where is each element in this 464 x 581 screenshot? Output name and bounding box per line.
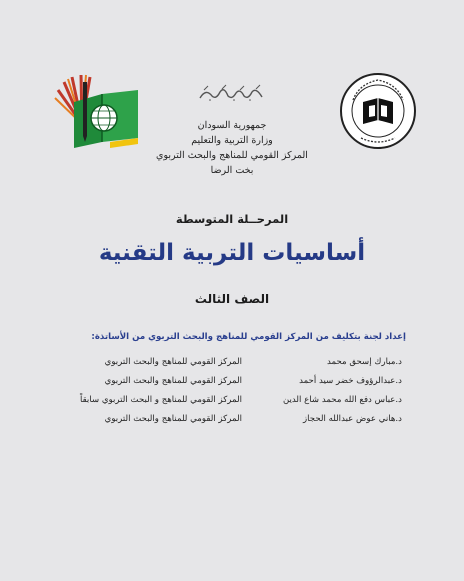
list-item: [52, 352, 402, 371]
authors-list: [52, 352, 402, 428]
basmala-calligraphy-icon: [196, 84, 268, 102]
author-affiliation: المركز القومي للمناهج والبحث التربوي: [104, 356, 242, 367]
grade-level: الصف الثالث: [194, 292, 270, 306]
country-name: جمهورية السودان: [197, 120, 267, 131]
government-header: [112, 118, 352, 178]
book-title: أساسيات التربية التقنية: [98, 240, 366, 266]
author-name: د.عباس دفع الله محمد شاع الدين: [282, 394, 402, 405]
committee-heading: إعداد لجنة بتكليف من المركز القومي للمناهج والبحث التربوي من الأساتذة:: [91, 332, 406, 342]
author-affiliation: المركز القومي للمناهج والبحث التربوي: [104, 413, 242, 424]
author-affiliation: المركز القومي للمناهج والبحث التربوي: [104, 375, 242, 386]
author-name: د.مبارك إسحق محمد: [326, 356, 402, 367]
ministry-name: وزارة التربية والتعليم: [191, 135, 273, 146]
list-item: [52, 409, 402, 428]
author-affiliation: المركز القومي للمناهج و البحث التربوي سابقاً: [79, 394, 242, 405]
author-name: د.عبدالرؤوف خضر سيد أحمد: [299, 375, 402, 386]
center-name: المركز القومي للمناهج والبحث التربوي: [156, 150, 308, 161]
author-name: د.هاني عوض عبدالله الحجاز: [303, 413, 402, 424]
education-stage: المرحــلة المتوسطة: [175, 212, 289, 226]
list-item: [52, 390, 402, 409]
list-item: [52, 371, 402, 390]
location-name: بخت الرضا: [210, 165, 254, 176]
